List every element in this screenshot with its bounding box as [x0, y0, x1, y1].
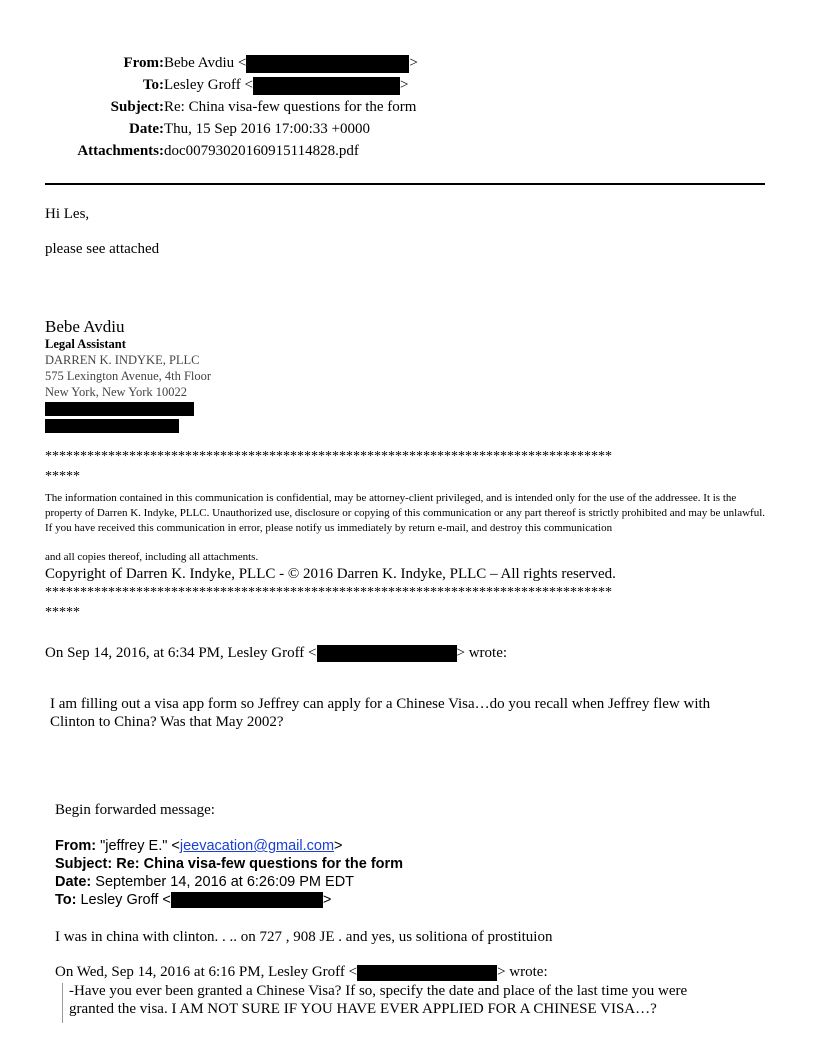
stars-divider-tail: *****: [45, 469, 80, 484]
reply-text-line: Clinton to China? Was that May 2002?: [50, 714, 284, 730]
email-link[interactable]: jeevacation@gmail.com: [179, 838, 335, 854]
redaction-box: [45, 419, 179, 433]
disclaimer-text: The information contained in this communication is confidential, may be attorney-client privileged, and is intended only for the use of the addressee. It is the property of Darren K. Indyke, PLLC. Unauthorized use, disclosure or copying of this communication or any part thereof is strictly prohibited and may be unlawful. If you have received this communication in error, please notify us immediately by return e-mail, and destroy this communication: [45, 492, 766, 534]
to-value: Lesley Groff < >: [164, 77, 409, 93]
greeting: Hi Les,: [45, 206, 90, 222]
quoted-text-line: granted the visa. I AM NOT SURE IF YOU HAVE EVER APPLIED FOR A CHINESE VISA…?: [69, 1001, 657, 1017]
subject-label: Subject:: [110, 99, 164, 115]
reply-intro: On Sep 14, 2016, at 6:34 PM, Lesley Groff < > wrote:: [45, 645, 508, 661]
stars-divider: *********************************************************************************: [45, 585, 612, 600]
signature-title: Legal Assistant: [45, 337, 126, 351]
forwarded-begin: Begin forwarded message:: [55, 802, 215, 818]
to-label: To:: [142, 77, 164, 93]
subject-value: Re: China visa-few questions for the form: [164, 99, 417, 115]
redaction-box: [253, 77, 400, 95]
fwd-to: To: Lesley Groff < >: [55, 892, 332, 908]
stars-divider: *********************************************************************************: [45, 449, 612, 464]
from-label: From:: [123, 55, 164, 71]
fwd-date: Date: September 14, 2016 at 6:26:09 PM EDT: [55, 874, 355, 890]
redaction-box: [171, 892, 323, 908]
signature-firm: DARREN K. INDYKE, PLLC: [45, 353, 200, 367]
attachments-label: Attachments:: [77, 143, 164, 159]
date-value: Thu, 15 Sep 2016 17:00:33 +0000: [164, 121, 370, 137]
redaction-box: [357, 965, 497, 981]
signature-name: Bebe Avdiu: [45, 317, 125, 336]
stars-divider-tail: *****: [45, 605, 80, 620]
disclaimer-text-end: and all copies thereof, including all attachments.: [45, 551, 259, 563]
reply-text-line: I am filling out a visa app form so Jeffrey can apply for a Chinese Visa…do you recall when Jeffrey flew with: [50, 696, 711, 712]
redaction-box: [317, 645, 457, 662]
fwd-from: From: "jeffrey E." <jeevacation@gmail.com>: [55, 838, 343, 854]
signature-address2: New York, New York 10022: [45, 385, 188, 399]
signature-address1: 575 Lexington Avenue, 4th Floor: [45, 369, 212, 383]
quoted-text-line: -Have you ever been granted a Chinese Visa? If so, specify the date and place of the last time you were: [69, 983, 688, 999]
from-value: Bebe Avdiu < >: [164, 55, 418, 71]
quote-bar: [62, 983, 63, 1023]
redaction-box: [246, 55, 409, 73]
fwd-message: I was in china with clinton. . .. on 727 , 908 JE . and yes, us solitiona of prostituion: [55, 929, 553, 945]
copyright: Copyright of Darren K. Indyke, PLLC - © 2016 Darren K. Indyke, PLLC – All rights reserved.: [45, 566, 616, 582]
header-divider: [45, 183, 765, 185]
body-line: please see attached: [45, 241, 160, 257]
fwd-subject: Subject: Re: China visa-few questions for the form: [55, 856, 404, 872]
date-label: Date:: [129, 121, 164, 137]
quoted-intro: On Wed, Sep 14, 2016 at 6:16 PM, Lesley Groff < > wrote:: [55, 964, 548, 980]
attachment-link[interactable]: doc00793020160915114828.pdf: [164, 143, 359, 159]
redaction-box: [45, 402, 194, 416]
